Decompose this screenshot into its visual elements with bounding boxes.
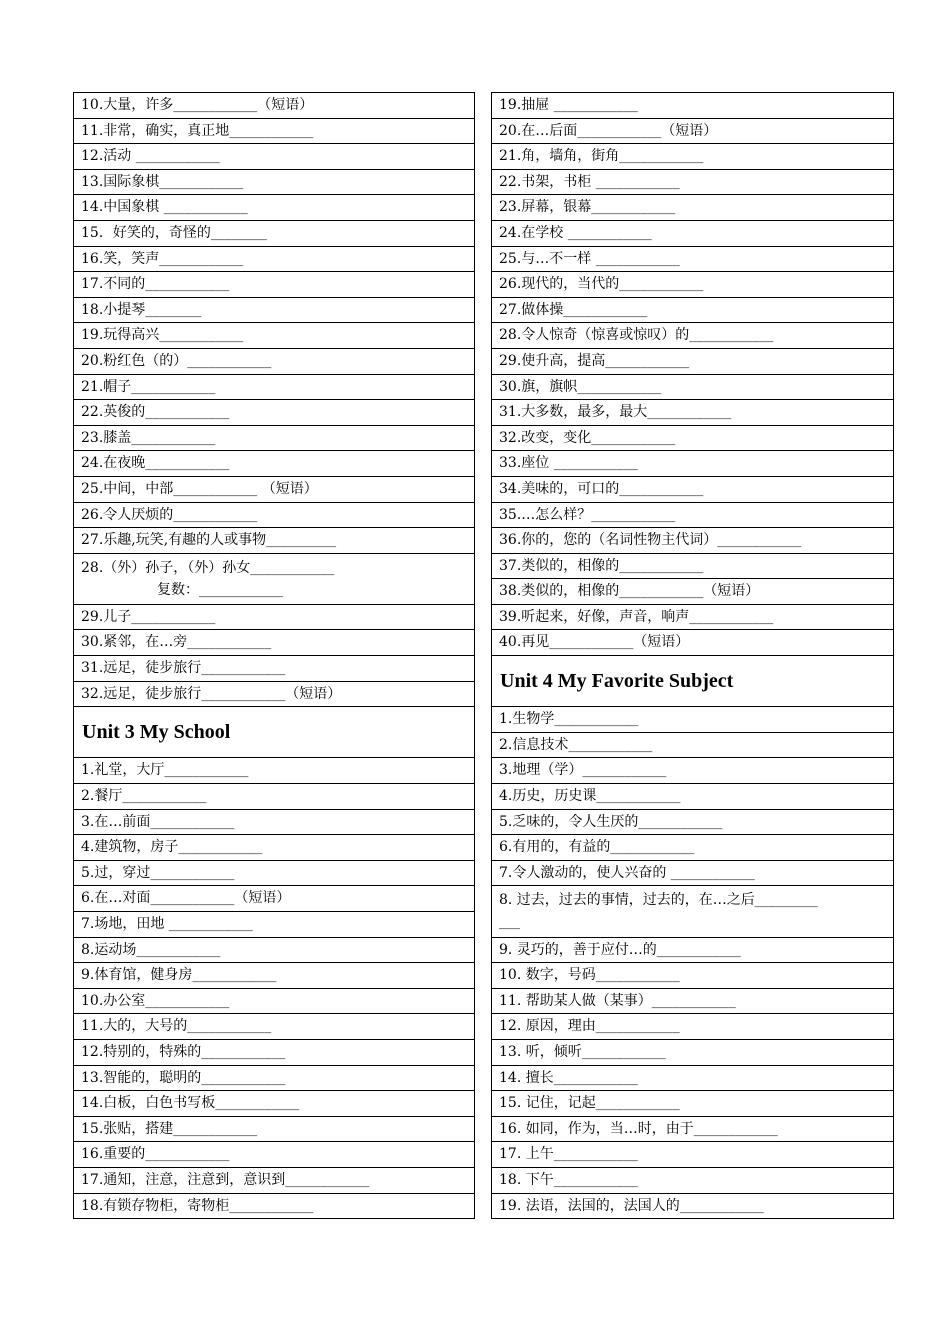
vocab-item: 15. 记住，记起____________: [492, 1091, 893, 1117]
vocab-item: 31.远足，徒步旅行____________: [74, 656, 474, 682]
vocab-item: 8.运动场____________: [74, 938, 474, 964]
vocab-item: 28.令人惊奇（惊喜或惊叹）的____________: [492, 323, 893, 349]
vocab-item: 16. 如同，作为，当…时，由于____________: [492, 1117, 893, 1143]
vocab-item: 6.在…对面____________（短语）: [74, 886, 474, 912]
vocab-item: 29.儿子____________: [74, 605, 474, 631]
vocab-item: 12.特别的，特殊的____________: [74, 1040, 474, 1066]
left-vocabulary-column: [73, 92, 475, 1219]
vocab-item: 18.有锁存物柜，寄物柜____________: [74, 1194, 474, 1220]
vocab-item: 24.在学校 ____________: [492, 221, 893, 247]
vocab-item: 40.再见____________（短语）: [492, 630, 893, 656]
vocab-item: 4.历史，历史课____________: [492, 784, 893, 810]
vocab-item: 13.国际象棋____________: [74, 170, 474, 196]
vocab-item: 27.乐趣,玩笑,有趣的人或事物__________: [74, 528, 474, 554]
vocab-item: 12. 原因，理由____________: [492, 1014, 893, 1040]
vocab-item: 39.听起来，好像，声音，响声____________: [492, 605, 893, 631]
vocab-item: 19. 法语，法国的，法国人的____________: [492, 1194, 893, 1220]
vocab-item: 9. 灵巧的，善于应付…的____________: [492, 938, 893, 964]
vocab-item: 11.非常，确实，真正地____________: [74, 119, 474, 145]
vocab-item-line: 复数：____________: [157, 581, 283, 598]
vocab-item: 31.大多数，最多，最大____________: [492, 400, 893, 426]
vocab-item: 3.在…前面____________: [74, 810, 474, 836]
vocab-item: 16.重要的____________: [74, 1142, 474, 1168]
vocab-item: 17. 上午____________: [492, 1142, 893, 1168]
vocab-item: 18.小提琴________: [74, 298, 474, 324]
vocab-item: 30.旗，旗帜____________: [492, 375, 893, 401]
vocab-item: 23.屏幕，银幕____________: [492, 195, 893, 221]
vocab-item: 19.玩得高兴____________: [74, 323, 474, 349]
unit-heading: Unit 4 My Favorite Subject: [492, 656, 893, 707]
vocab-item: 14. 擅长____________: [492, 1066, 893, 1092]
vocab-item: 10. 数字，号码____________: [492, 963, 893, 989]
vocab-item: 19.抽屉 ____________: [492, 93, 893, 119]
vocab-item: 9.体育馆，健身房____________: [74, 963, 474, 989]
vocab-item: 7.令人激动的，使人兴奋的 ____________: [492, 861, 893, 887]
vocab-item: 1.生物学____________: [492, 707, 893, 733]
vocab-item: 25.与…不一样 ____________: [492, 247, 893, 273]
vocab-item: 17.通知，注意，注意到，意识到____________: [74, 1168, 474, 1194]
vocab-item: 23.膝盖____________: [74, 426, 474, 452]
vocab-item: 2.信息技术____________: [492, 733, 893, 759]
vocab-item: 20.在…后面____________（短语）: [492, 119, 893, 145]
vocab-item: 21.角，墙角，街角____________: [492, 144, 893, 170]
unit-heading: Unit 3 My School: [74, 707, 474, 758]
vocab-item: 22.英俊的____________: [74, 400, 474, 426]
vocab-item-line: 8. 过去，过去的事情，过去的，在…之后_________: [499, 892, 818, 909]
vocab-item: 26.现代的，当代的____________: [492, 272, 893, 298]
vocab-item-line: 28.（外）孙子，（外）孙女____________: [81, 559, 335, 576]
vocab-item: 38.类似的，相像的____________（短语）: [492, 579, 893, 605]
vocab-item: 11. 帮助某人做（某事）____________: [492, 989, 893, 1015]
vocab-item: 2.餐厅____________: [74, 784, 474, 810]
vocab-item: 13. 听，倾听____________: [492, 1040, 893, 1066]
vocab-item: 4.建筑物，房子____________: [74, 835, 474, 861]
vocab-item: 10.办公室____________: [74, 989, 474, 1015]
vocab-item: 21.帽子____________: [74, 375, 474, 401]
vocab-item: 10.大量，许多____________（短语）: [74, 93, 474, 119]
vocab-item: 14.中国象棋 ____________: [74, 195, 474, 221]
vocab-item: 37.类似的，相像的____________: [492, 554, 893, 580]
vocab-item: 34.美味的，可口的____________: [492, 477, 893, 503]
vocab-item: 30.紧邻，在…旁____________: [74, 630, 474, 656]
vocab-item: 6.有用的，有益的____________: [492, 835, 893, 861]
vocab-item: 7.场地，田地 ____________: [74, 912, 474, 938]
vocab-item: 35.…怎么样？____________: [492, 503, 893, 529]
vocab-item: 26.令人厌烦的____________: [74, 503, 474, 529]
vocab-item: 18. 下午____________: [492, 1168, 893, 1194]
vocab-item: 33.座位 ____________: [492, 451, 893, 477]
vocab-item: 12.活动 ____________: [74, 144, 474, 170]
vocab-item: 36.你的，您的（名词性物主代词）____________: [492, 528, 893, 554]
vocab-item: [74, 554, 474, 605]
vocab-item: 17.不同的____________: [74, 272, 474, 298]
vocab-item: 13.智能的，聪明的____________: [74, 1066, 474, 1092]
vocab-item: 32.改变，变化____________: [492, 426, 893, 452]
vocab-item: 16.笑，笑声____________: [74, 247, 474, 273]
right-vocabulary-column: [491, 92, 894, 1219]
vocab-item: 3.地理（学）____________: [492, 758, 893, 784]
vocab-item: [492, 886, 893, 937]
vocab-item: 11.大的，大号的____________: [74, 1014, 474, 1040]
vocab-item: 15．好笑的，奇怪的________: [74, 221, 474, 247]
vocab-item: 29.使升高，提高____________: [492, 349, 893, 375]
vocab-item: 24.在夜晚____________: [74, 451, 474, 477]
vocab-item: 1.礼堂，大厅____________: [74, 758, 474, 784]
vocab-item: 5.过，穿过____________: [74, 861, 474, 887]
vocab-item: 22.书架，书柜 ____________: [492, 170, 893, 196]
vocab-item: 32.远足，徒步旅行____________（短语）: [74, 682, 474, 708]
vocab-item: 25.中间，中部____________ （短语）: [74, 477, 474, 503]
vocab-item: 5.乏味的，令人生厌的____________: [492, 810, 893, 836]
vocab-item: 27.做体操____________: [492, 298, 893, 324]
vocab-item: 15.张贴，搭建____________: [74, 1117, 474, 1143]
vocab-item: 20.粉红色（的）____________: [74, 349, 474, 375]
vocab-item: 14.白板，白色书写板____________: [74, 1091, 474, 1117]
vocab-item-line: ___: [499, 914, 520, 931]
